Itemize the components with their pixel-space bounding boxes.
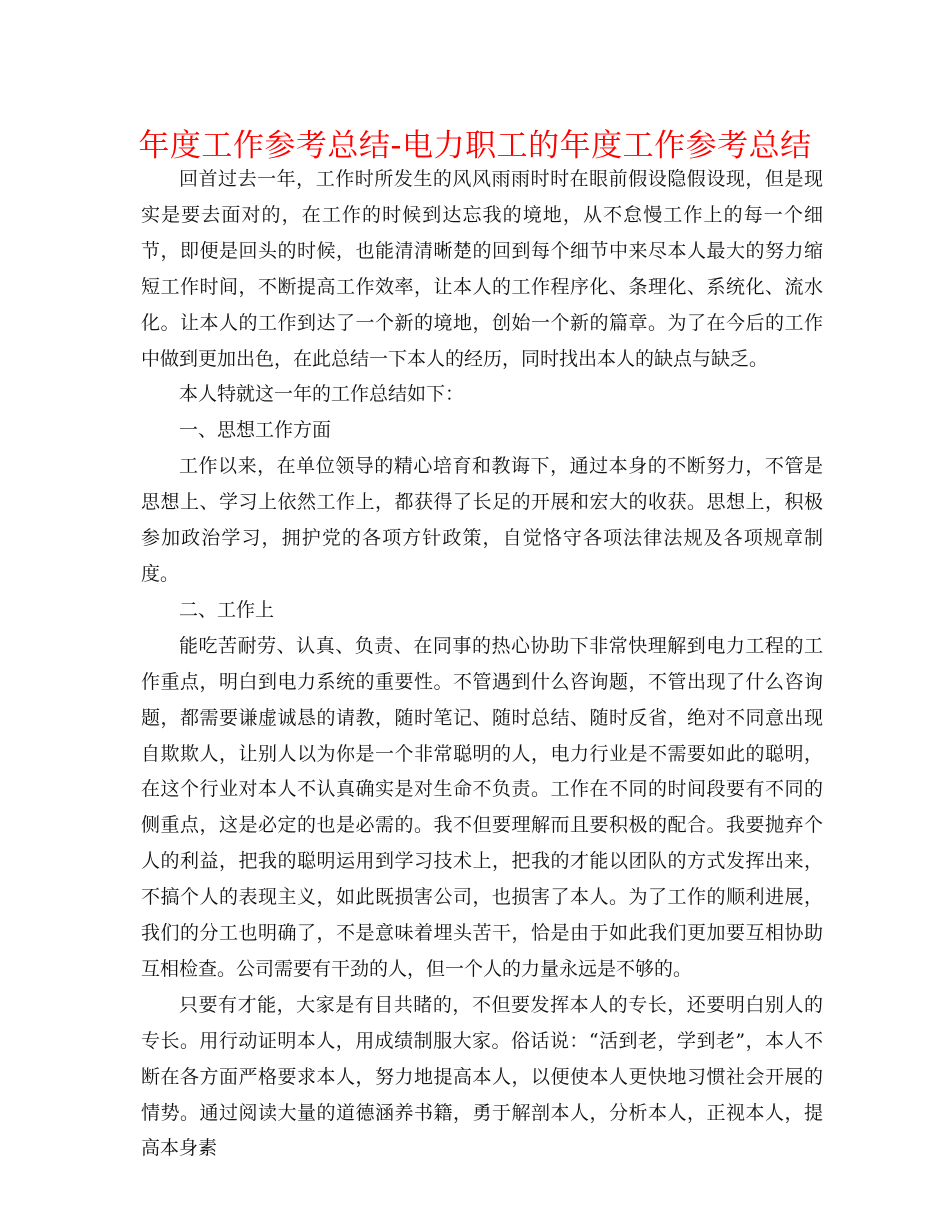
section-heading-work: 二、工作上	[179, 598, 275, 621]
paragraph-intro: 回首过去一年，工作时所发生的风风雨雨时时在眼前假设隐假设现，但是现实是要去面对的，在工作的时候到达忘我的境地，从不怠慢工作上的每一个细节，即便是回头的时候，也能清清晰楚的回到每个细节中来尽本人最大的努力缩短工作时间，不断提高工作效率，让本人的工作程序化、条理化、系统化、流水化。让本人的工作到达了一个新的境地，创始一个新的篇章。为了在今后的工作中做到更加出色，在此总结一下本人的经历，同时找出本人的缺点与缺乏。	[141, 168, 823, 370]
paragraph-ability: 只要有才能，大家是有目共睹的，不但要发挥本人的专长，还要明白别人的专长。用行动证明本人，用成绩制服大家。俗话说：“活到老，学到老”，本人不断在各方面严格要求本人，努力地提高本人，以便使本人更快地习惯社会开展的情势。通过阅读大量的道德涵养书籍，勇于解剖本人，分析本人，正视本人，提高本身素	[141, 993, 823, 1160]
document-body	[141, 162, 823, 1167]
section-heading-thought: 一、思想工作方面	[179, 419, 332, 442]
paragraph-summary-lead: 本人特就这一年的工作总结如下：	[179, 383, 465, 406]
paragraph-work: 能吃苦耐劳、认真、负责、在同事的热心协助下非常快理解到电力工程的工作重点，明白到电力系统的重要性。不管遇到什么咨询题，不管出现了什么咨询题，都需要谦虚诚恳的请教，随时笔记、随时总结、随时反省，绝对不同意出现自欺欺人，让别人以为你是一个非常聪明的人，电力行业是不需要如此的聪明，在这个行业对本人不认真确实是对生命不负责。工作在不同的时间段要有不同的侧重点，这是必定的也是必需的。我不但要理解而且要积极的配合。我要抛弃个人的利益，把我的聪明运用到学习技术上，把我的才能以团队的方式发挥出来，不搞个人的表现主义，如此既损害公司，也损害了本人。为了工作的顺利进展，我们的分工也明确了，不是意味着埋头苦干，恰是由于如此我们更加要互相协助互相检查。公司需要有干劲的人，但一个人的力量永远是不够的。	[141, 634, 823, 980]
document-title: 年度工作参考总结-电力职工的年度工作参考总结	[138, 128, 812, 164]
paragraph-thought: 工作以来，在单位领导的精心培育和教诲下，通过本身的不断努力，不管是思想上、学习上依然工作上，都获得了长足的开展和宏大的收获。思想上，积极参加政治学习，拥护党的各项方针政策，自觉恪守各项法律法规及各项规章制度。	[141, 455, 823, 585]
